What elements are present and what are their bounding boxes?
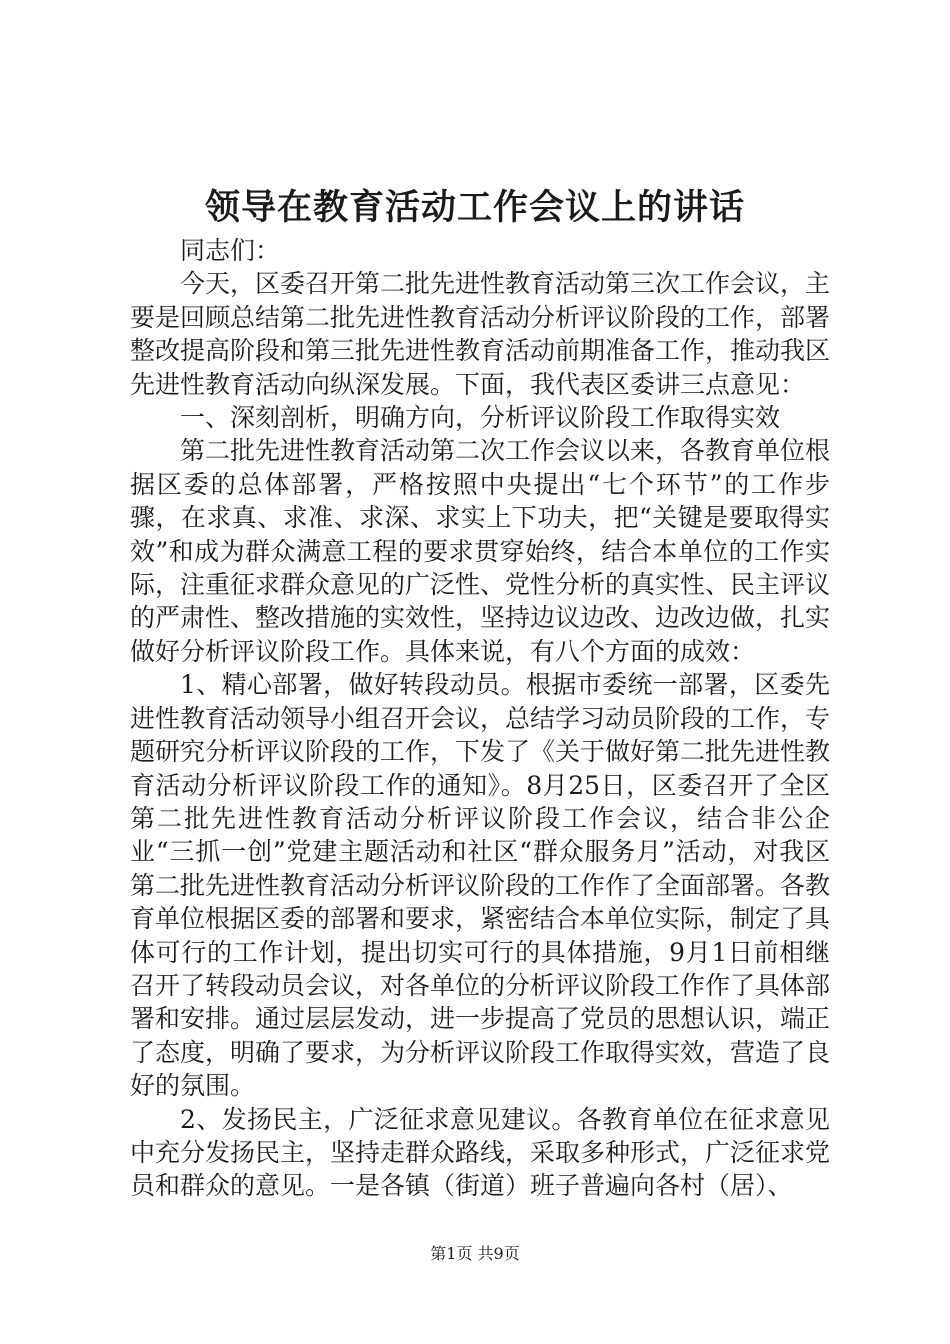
body-paragraph: 第二批先进性教育活动第二次工作会议以来，各教育单位根据区委的总体部署，严格按照中央提出“七个环节”的工作步骤，在求真、求准、求深、求实上下功夫，把“关键是要取得实效”和成为群众满意工程的要求贯穿始终，结合本单位的工作实际，注重征求群众意见的广泛性、党性分析的真实性、民主评议的严肃性、整改措施的实效性，坚持边议边改、边改边做，扎实做好分析评议阶段工作。具体来说，有八个方面的成效： <box>130 436 831 666</box>
body-paragraph: 1、精心部署，做好转段动员。根据市委统一部署，区委先进性教育活动领导小组召开会议，总结学习动员阶段的工作，专题研究分析评议阶段的工作，下发了《关于做好第二批先进性教育活动分析评议阶段工作的通知》。8月25日，区委召开了全区第二批先进性教育活动分析评议阶段工作会议，结合非公企业“三抓一创”党建主题活动和社区“群众服务月”活动，对我区第二批先进性教育活动分析评议阶段的工作作了全面部署。各教育单位根据区委的部署和要求，紧密结合本单位实际，制定了具体可行的工作计划，提出切实可行的具体措施，9月1日前相继召开了转段动员会议，对各单位的分析评议阶段工作作了具体部署和安排。通过层层发动，进一步提高了党员的思想认识，端正了态度，明确了要求，为分析评议阶段工作取得实效，营造了良好的氛围。 <box>130 670 831 1101</box>
salutation-paragraph: 同志们： <box>180 236 281 265</box>
document-body <box>130 234 830 1203</box>
body-paragraph: 2、发扬民主，广泛征求意见建议。各教育单位在征求意见中充分发扬民主，坚持走群众路线，采取多种形式，广泛征求党员和群众的意见。一是各镇（街道）班子普遍向各村（居）、 <box>130 1104 831 1201</box>
page-footer: 第1页 共9页 <box>430 1244 520 1263</box>
intro-paragraph: 今天，区委召开第二批先进性教育活动第三次工作会议，主要是回顾总结第二批先进性教育活动分析评议阶段的工作，部署整改提高阶段和第三批先进性教育活动前期准备工作，推动我区先进性教育活动向纵深发展。下面，我代表区委讲三点意见： <box>130 269 831 399</box>
document-title: 领导在教育活动工作会议上的讲话 <box>204 187 745 228</box>
section-heading-1: 一、深刻剖析，明确方向，分析评议阶段工作取得实效 <box>180 403 781 433</box>
